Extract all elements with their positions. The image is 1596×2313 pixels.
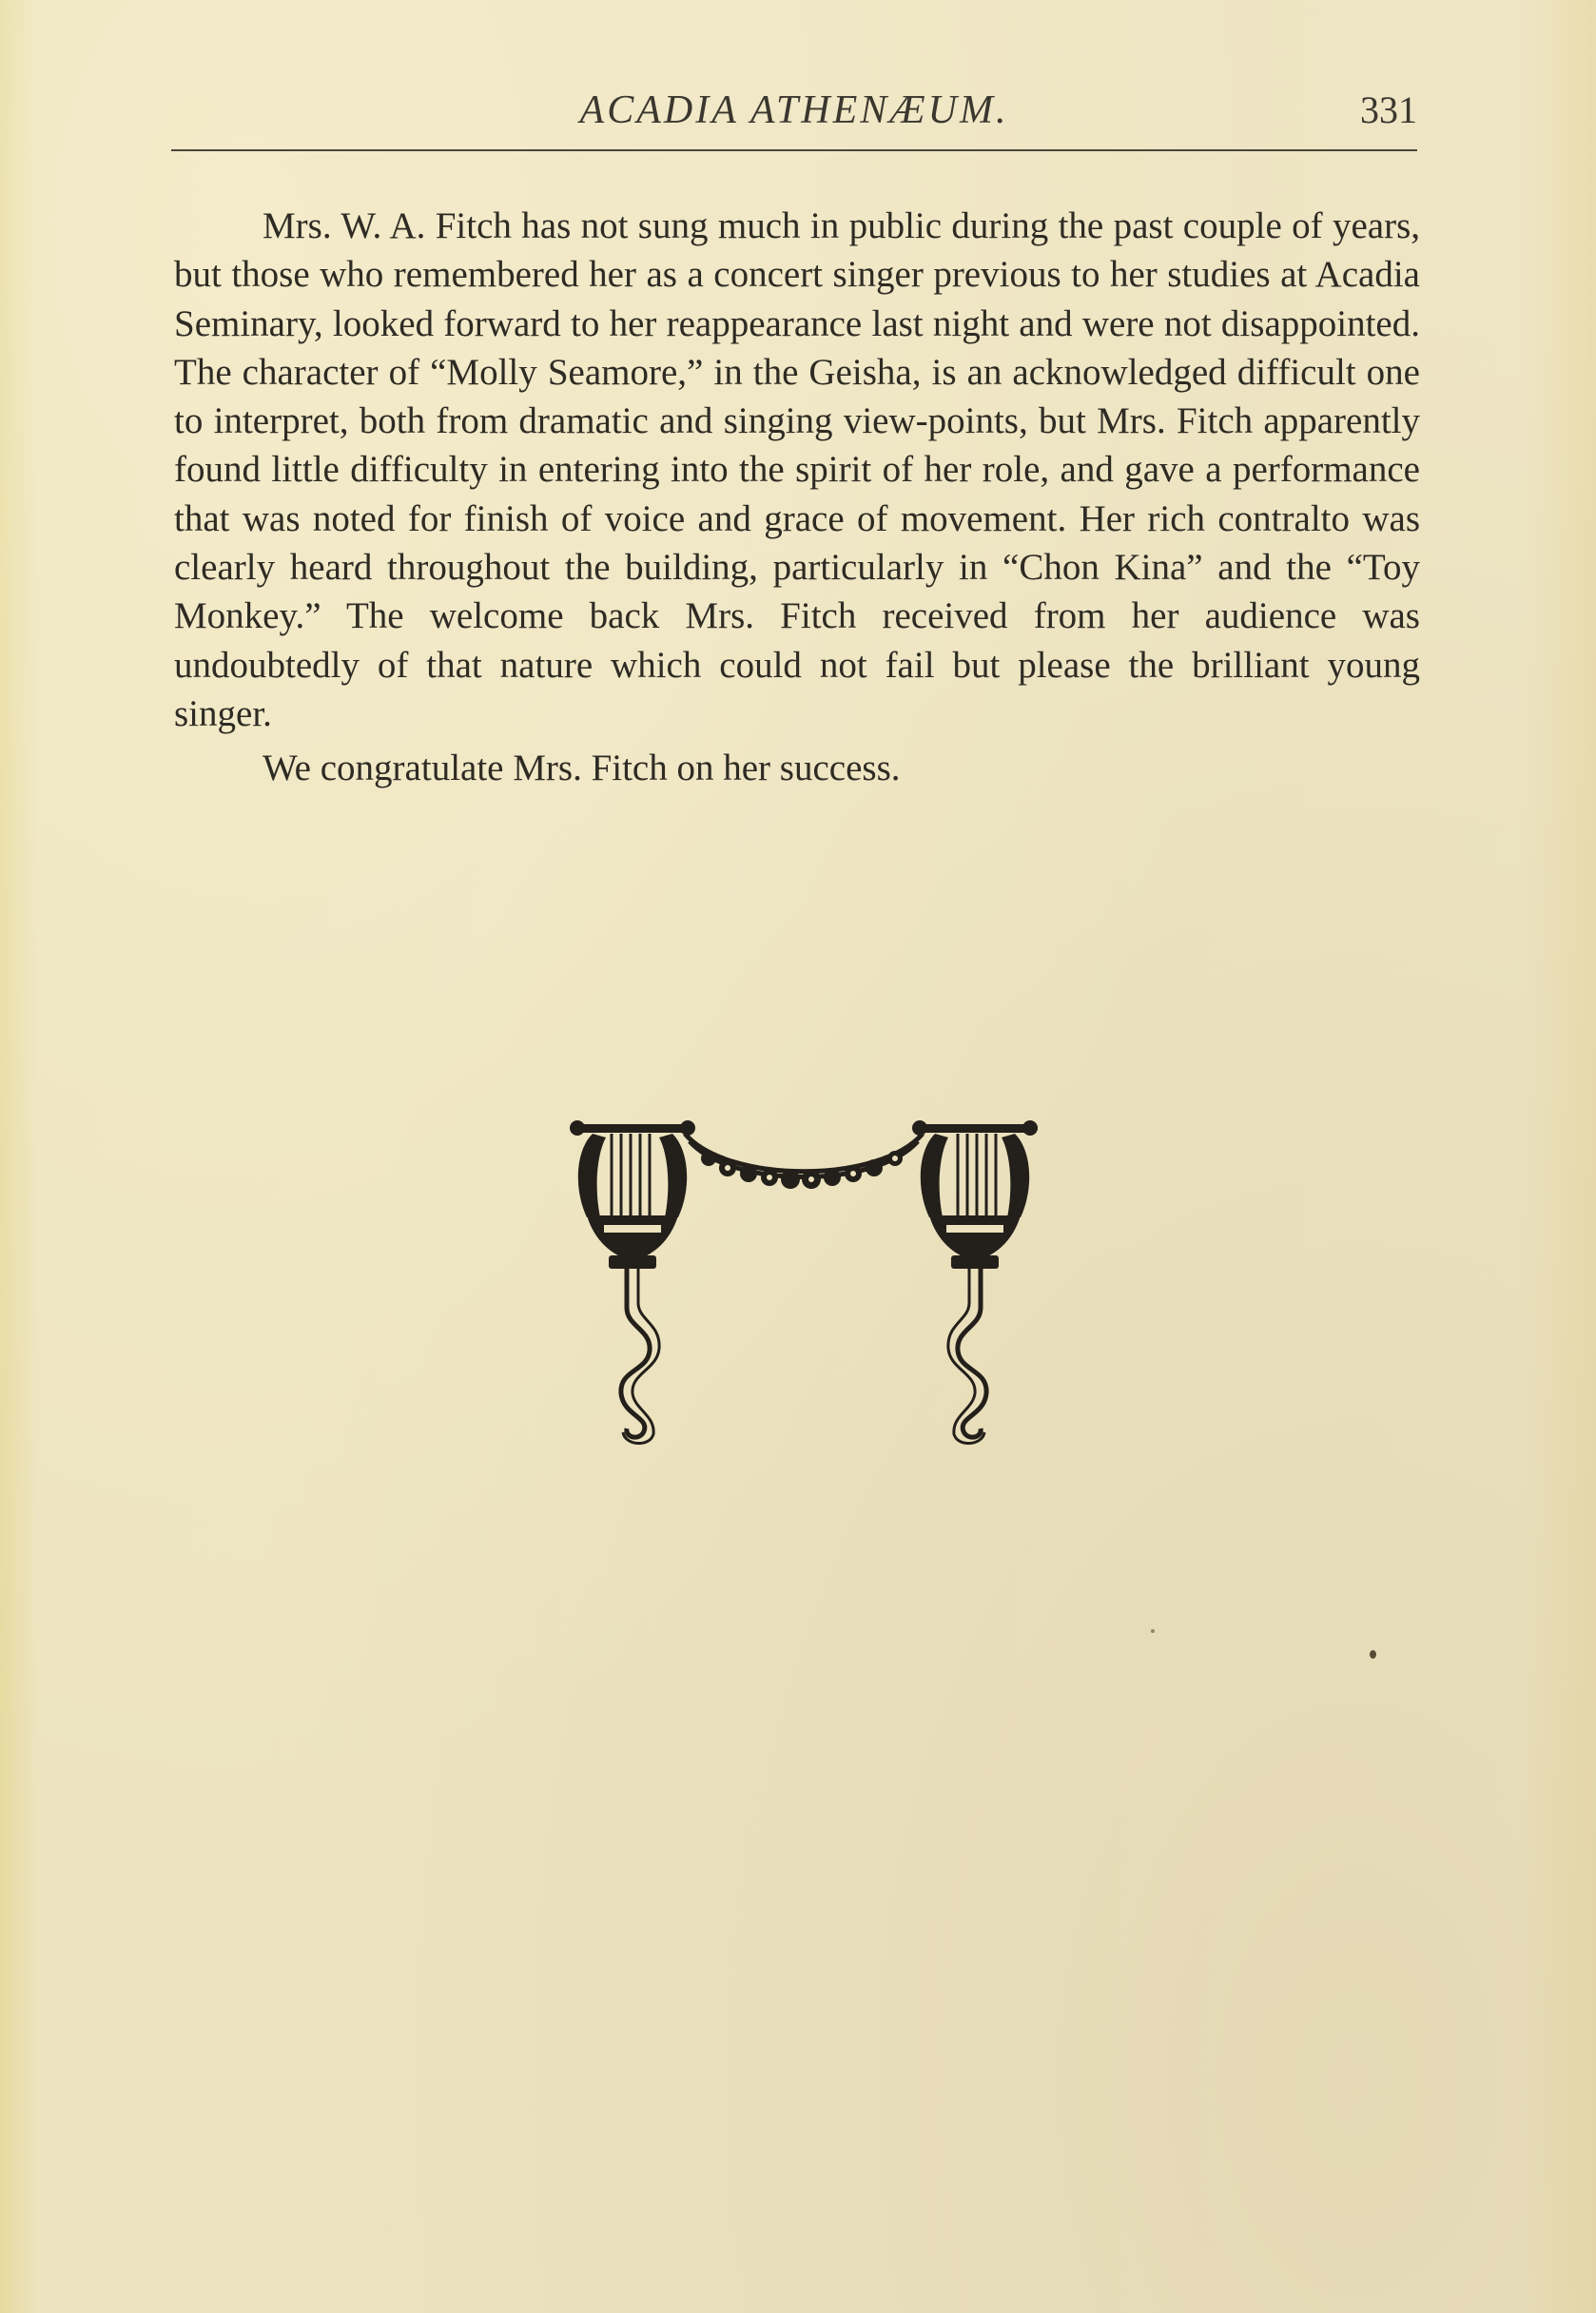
header-rule	[171, 149, 1417, 151]
paragraph: Mrs. W. A. Fitch has not sung much in public during the past couple of years, but those who remembered her as a concert singer previous to her studies at Acadia Seminary, looked forward to her reappearance last night and were not disappointed. The character of “Molly Seamore,” in the Geisha, is an acknowledged difficult one to interpret, both from dramatic and singing view-points, but Mrs. Fitch apparently found little difficulty in entering into the spirit of her role, and gave a performance that was noted for finish of voice and grace of movement. Her rich contralto was clearly heard throughout the building, particularly in “Chon Kina” and the “Toy Monkey.” The welcome back Mrs. Fitch received from her audience was undoubtedly of that nature which could not fail but please the brilliant young singer.	[174, 205, 1420, 734]
lyres-with-garland-ornament-icon	[566, 1113, 1041, 1455]
closing-paragraph: We congratulate Mrs. Fitch on her success.	[263, 748, 901, 789]
paper-speck	[1370, 1650, 1376, 1659]
paper-speck	[1151, 1629, 1155, 1633]
running-head	[171, 87, 1417, 145]
page-number: 331	[1360, 88, 1417, 131]
article-body	[174, 202, 1420, 793]
running-title: ACADIA ATHENÆUM.	[579, 88, 1009, 132]
